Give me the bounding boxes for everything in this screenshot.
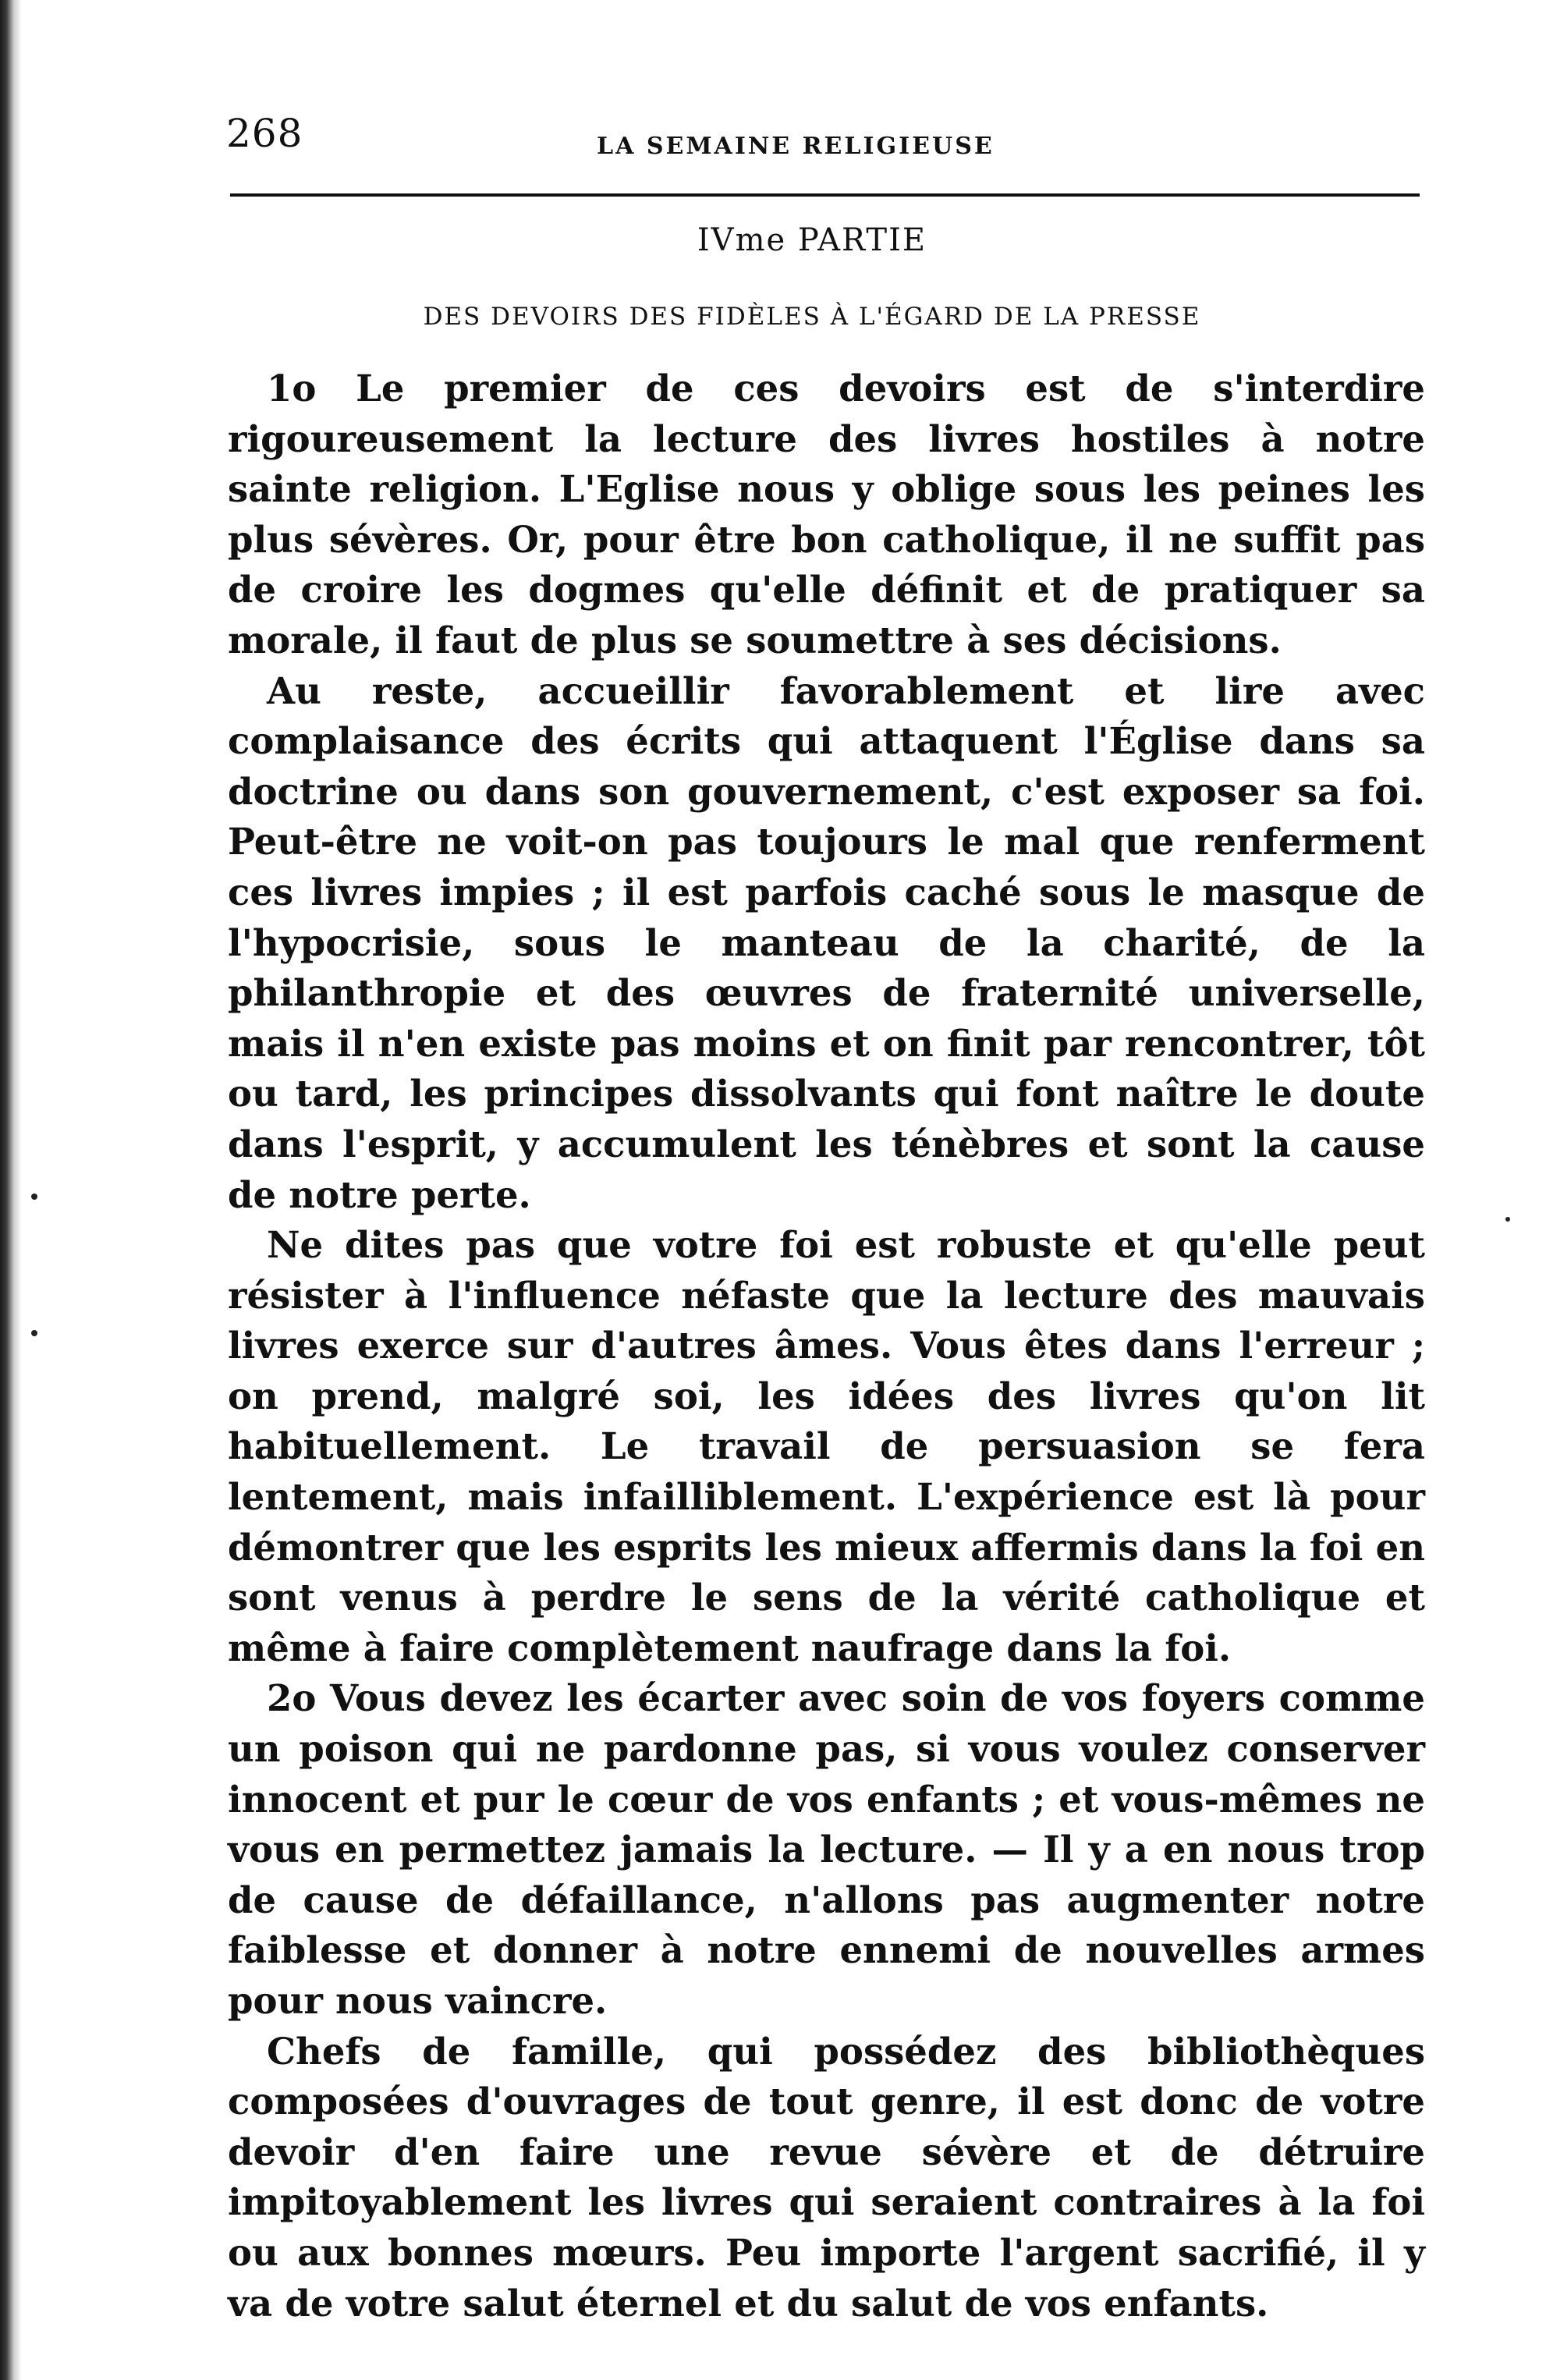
stray-mark — [1505, 1217, 1510, 1222]
running-title: LA SEMAINE RELIGIEUSE — [597, 133, 995, 160]
paragraph-4: 2o Vous devez les écarter avec soin de vos foyers comme un poison qui ne pardonne pas, si vous voulez conserver innocent et pur le cœur de vos enfants ; et vous-mêmes ne vous en permettez jamais la lecture. — Il y a en nous trop de cause de défaillance, n'allons pas augmenter notre faiblesse et donner à notre ennemi de nouvelles armes pour nous vaincre. — [228, 1676, 1425, 2022]
paragraph-1: 1o Le premier de ces devoirs est de s'interdire rigoureusement la lecture des livres hostiles à notre sainte religion. L'Eglise nous y oblige sous les peines les plus sévères. Or, pour être bon catholique, il ne suffit pas de croire les dogmes qu'elle définit et de pratiquer sa morale, il faut de plus se soumettre à ses décisions. — [228, 367, 1425, 662]
scanner-edge — [0, 0, 22, 2380]
header-rule — [230, 193, 1420, 197]
stray-mark — [31, 1194, 37, 1200]
paragraph-3: Ne dites pas que votre foi est robuste et qu'elle peut résister à l'influence néfaste que la lecture des mauvais livres exerce sur d'autres âmes. Vous êtes dans l'erreur ; on prend, malgré soi, les idées des livres qu'on lit habituellement. Le travail de persuasion se fera lentement, mais infailliblement. L'expérience est là pour démontrer que les esprits les mieux affermis dans la foi en sont venus à perdre le sens de la vérité catholique et même à faire complètement naufrage dans la foi. — [228, 1223, 1425, 1669]
paragraph-5: Chefs de famille, qui possédez des bibliothèques composées d'ouvrages de tout genre, il est donc de votre devoir d'en faire une revue sévère et de détruire impitoyablement les livres qui seraient contraires à la foi ou aux bonnes mœurs. Peu importe l'argent sacrifié, il y va de votre salut éternel et du salut de vos enfants. — [228, 2029, 1425, 2325]
page-number: 268 — [226, 111, 303, 156]
stray-mark — [31, 1330, 37, 1336]
section-title: DES DEVOIRS DES FIDÈLES À L'ÉGARD DE LA PRESSE — [423, 303, 1201, 331]
paragraph-2: Au reste, accueillir favorablement et lire avec complaisance des écrits qui attaquent l'Église dans sa doctrine ou dans son gouvernement, c'est exposer sa foi. Peut-être ne voit-on pas toujours le mal que renferment ces livres impies ; il est parfois caché sous le masque de l'hypocrisie, sous le manteau de la charité, de la philanthropie et des œuvres de fraternité universelle, mais il n'en existe pas moins et on finit par rencontrer, tôt ou tard, les principes dissolvants qui font naître le doute dans l'esprit, y accumulent les ténèbres et sont la cause de notre perte. — [228, 669, 1425, 1216]
part-title: IVme PARTIE — [697, 222, 927, 258]
page-header — [226, 94, 1420, 195]
body-text — [228, 364, 1425, 2329]
